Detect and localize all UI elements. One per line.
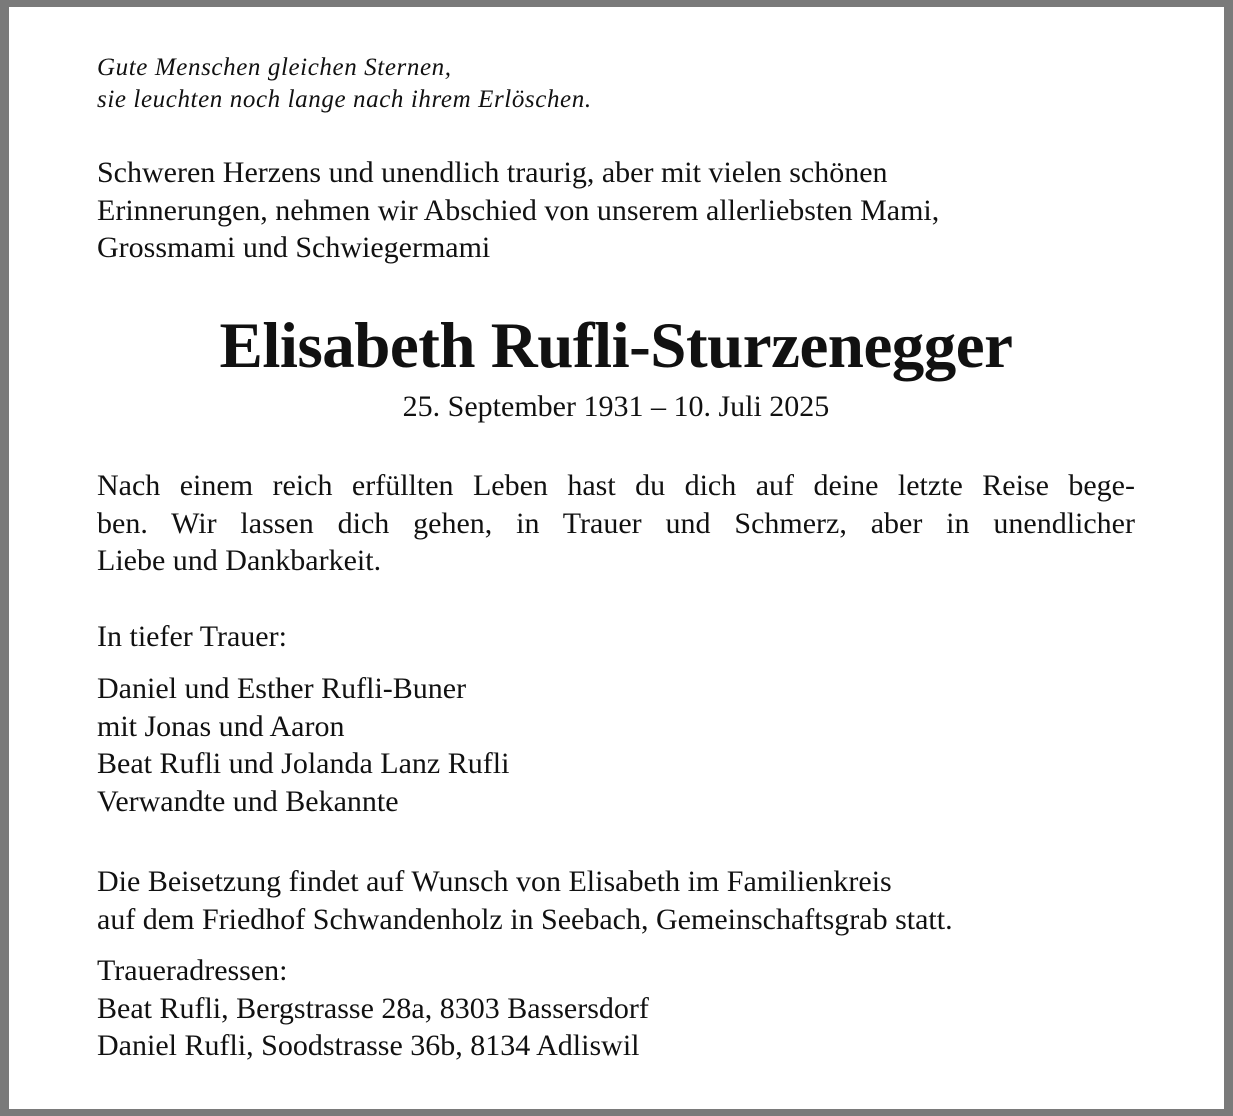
life-dates: 25. September 1931 – 10. Juli 2025 — [402, 390, 830, 423]
motto-quote — [97, 52, 592, 116]
mourner-name: Daniel und Esther Rufli-Buner — [97, 672, 467, 705]
motto-line: Gute Menschen gleichen Sternen, — [97, 54, 452, 81]
address-entry: Daniel Rufli, Soodstrasse 36b, 8134 Adliswil — [97, 1029, 640, 1062]
mourning-addresses — [97, 952, 649, 1065]
intro-paragraph — [97, 154, 939, 267]
mourner-name: Verwandte und Bekannte — [97, 784, 399, 818]
address-entry: Beat Rufli, Bergstrasse 28a, 8303 Bassersdorf — [97, 991, 649, 1025]
farewell-line: ben. Wir lassen dich gehen, in Trauer und Schmerz, aber in unendlicher — [97, 506, 1135, 540]
funeral-info — [97, 863, 953, 938]
intro-line: Grossmami und Schwiegermami — [97, 231, 491, 264]
addresses-heading: Traueradressen: — [97, 954, 288, 987]
intro-line: Schweren Herzens und unendlich traurig, aber mit vielen schönen — [97, 156, 888, 189]
mourner-name: mit Jonas und Aaron — [97, 709, 345, 743]
intro-line: Erinnerungen, nehmen wir Abschied von unserem allerliebsten Mami, — [97, 193, 940, 227]
mourners-list — [97, 670, 509, 820]
farewell-paragraph — [97, 467, 1135, 580]
deceased-name: Elisabeth Rufli-Sturzenegger — [219, 310, 1013, 382]
funeral-line: Die Beisetzung findet auf Wunsch von Elisabeth im Familienkreis — [97, 865, 892, 898]
motto-line: sie leuchten noch lange nach ihrem Erlöschen. — [97, 86, 592, 113]
mourners-heading: In tiefer Trauer: — [97, 620, 287, 653]
mourner-name: Beat Rufli und Jolanda Lanz Rufli — [97, 747, 510, 780]
funeral-line: auf dem Friedhof Schwandenholz in Seebach, Gemeinschaftsgrab statt. — [97, 902, 953, 936]
farewell-line: Liebe und Dankbarkeit. — [97, 544, 382, 577]
farewell-line: Nach einem reich erfüllten Leben hast du dich auf deine letzte Reise bege- — [97, 469, 1135, 502]
